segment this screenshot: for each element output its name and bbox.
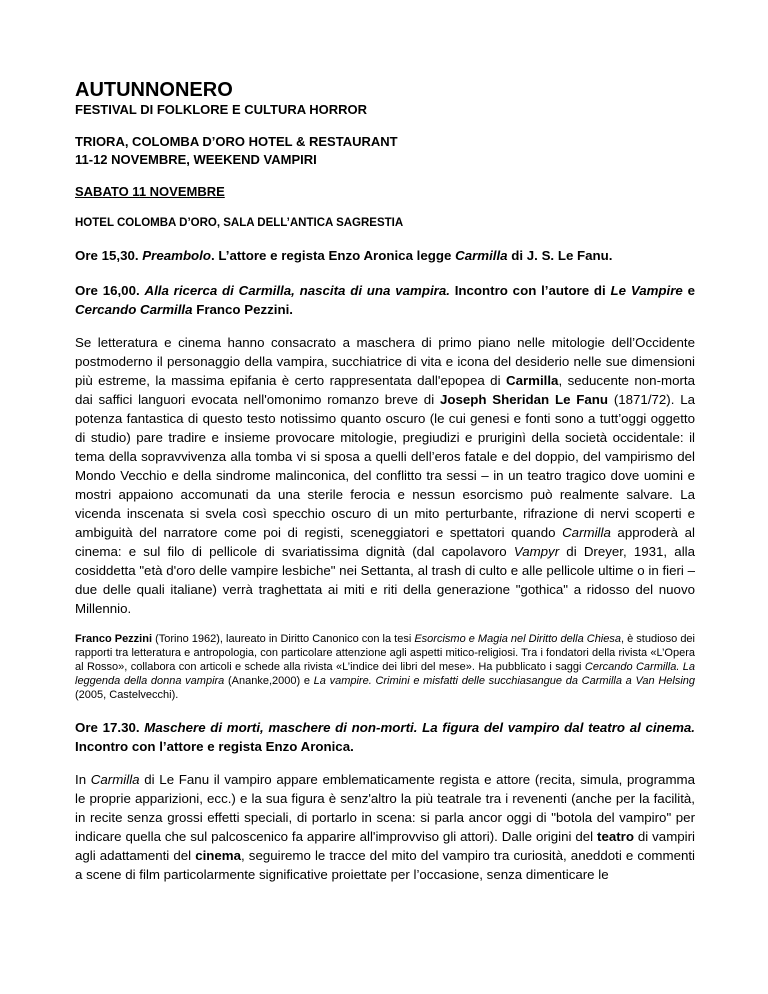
event-desc: e	[682, 283, 696, 298]
venue-block	[75, 133, 695, 169]
italic-text: Carmilla	[90, 772, 140, 787]
text: di Le Fanu il vampiro appare emblematicamente regista e attore (recita, simula, programma le proprie apparizioni, ecc.) e la sua figura è senz'altro la più teatrale tra i revenenti (anche per la facilità, in recite senza grossi effetti speciali, di portarlo in scena: si parla ancor oggi di "botola del vampiro" per indicare quella che sul palcoscenico fa apparire all'improvviso gli attori). Dalle origini del	[75, 772, 695, 844]
bold-text: Joseph Sheridan Le Fanu	[439, 392, 609, 407]
event-time: Ore 16,00.	[75, 283, 140, 298]
italic-text: Esorcismo e Magia nel Diritto della Chiesa	[414, 633, 621, 645]
italic-text: Carmilla	[562, 525, 611, 540]
text: (1871/72). La potenza fantastica di questo testo notissimo quanto oscuro (le cui genesi e fonti sono a tutt’oggi oggetto di studio) pare tradire e insieme provocare mitologie, pregiudizi e pruriginì della società occidentale: il tema della sopravvivenza alla tomba vi si sposa a quelli dell’eros fatale e del doppio, del vampirismo del Mondo Vecchio e della sindrome malinconica, del conflitto tra sessi – in un teatro tragico dove uomini e mostri appaiono accomunati da una sterile ferocia e nessun esorcismo può realmente salvare. La vicenda inscenata si svela così specchio oscuro di un mito perturbante, rifrazione di nervi scoperti e ambiguità del narratore come poi di registi, sceneggiatori e spettatori quando	[75, 392, 696, 540]
bold-text: Carmilla	[505, 373, 559, 388]
event-desc: di J. S. Le Fanu.	[507, 248, 613, 263]
italic-text: Vampyr	[513, 544, 560, 559]
event-desc: Incontro con l’autore di	[449, 283, 611, 298]
event-title: Alla ricerca di Carmilla, nascita di una vampira.	[144, 283, 450, 298]
bold-text: cinema	[195, 848, 242, 863]
text: In	[75, 772, 91, 787]
text: approderà al cinema: e sul filo di pellicole di svariatissima dignità (dal capolavoro	[75, 525, 695, 559]
text: (Ananke,2000) e	[224, 675, 314, 687]
event-desc: . L’attore e regista Enzo Aronica legge	[211, 248, 456, 263]
paragraph-carmilla	[75, 333, 695, 618]
work-title: Carmilla	[455, 248, 508, 263]
author-name: Franco Pezzini	[75, 633, 153, 645]
text: , seducente non-morta dai saffici languori evocata nell'omonimo romanzo breve di	[75, 373, 695, 407]
text: (Torino 1962), laureato in Diritto Canonico con la tesi	[152, 633, 415, 645]
text: di Dreyer, 1931, alla cosiddetta "età d'oro delle vampire lesbiche" nei Settanta, al trash di culto e alle pellicole ultime o in fieri – due delle quali italiane) verrà traghettata ai miti e riti della generazione "gothica" a ridosso del nuovo Millennio.	[75, 544, 695, 616]
bold-text: teatro	[597, 829, 634, 844]
text: (2005, Castelvecchi).	[75, 689, 179, 701]
text: di vampiri agli adattamenti del	[75, 829, 695, 863]
event-3	[75, 718, 695, 756]
paragraph-theatre	[75, 770, 695, 884]
text: Se letteratura e cinema hanno consacrato a maschera di primo piano nelle mitologie dell’Occidente postmoderno il personaggio della vampira, succhiatrice di vita e icona del desiderio nelle sue dimensioni più estreme, la massima epifania è certo rappresentata dall'epopea di	[75, 335, 695, 388]
event-2	[75, 281, 695, 319]
event-title: Preambolo	[142, 248, 211, 263]
italic-text: Cercando Carmilla. La leggenda della donna vampira	[75, 661, 695, 687]
author-bio	[75, 632, 695, 702]
festival-subtitle: FESTIVAL DI FOLKLORE E CULTURA HORROR	[75, 102, 368, 117]
event-desc: Franco Pezzini.	[192, 302, 293, 317]
event-desc: Incontro con l’attore e regista Enzo Aronica.	[75, 739, 354, 754]
dates-line: 11-12 NOVEMBRE, WEEKEND VAMPIRI	[75, 152, 317, 167]
book-title: Le Vampire	[610, 283, 683, 298]
document-page	[75, 78, 695, 884]
event-time: Ore 17.30.	[75, 720, 140, 735]
event-1	[75, 246, 695, 265]
event-time: Ore 15,30.	[75, 248, 139, 263]
event-title: Maschere di morti, maschere di non-morti. La figura del vampiro dal teatro al cinema.	[144, 720, 695, 735]
book-title: Cercando Carmilla	[75, 302, 193, 317]
venue-line: TRIORA, COLOMBA D’ORO HOTEL & RESTAURANT	[75, 134, 398, 149]
festival-title: AUTUNNONERO	[75, 79, 233, 101]
italic-text: La vampire. Crimini e misfatti delle succhiasangue da Carmilla a Van Helsing	[313, 675, 696, 687]
day-heading: SABATO 11 NOVEMBRE	[75, 184, 225, 199]
text: , seguiremo le tracce del mito del vampiro tra curiosità, aneddoti e commenti a scene di film particolarmente significative proiettate per l’occasione, senza dimenticare le	[75, 848, 696, 882]
hall-heading: HOTEL COLOMBA D’ORO, SALA DELL’ANTICA SAGRESTIA	[75, 217, 404, 229]
text: , è studioso dei rapporti tra letteratura e antropologia, con particolare attenzione agli aspetti mitico-religiosi. Tra i fondatori della rivista «L’Opera al Rosso», collabora con articoli e schede alla rivista «L’indice dei libri del mese». Ha pubblicato i saggi	[75, 633, 695, 673]
